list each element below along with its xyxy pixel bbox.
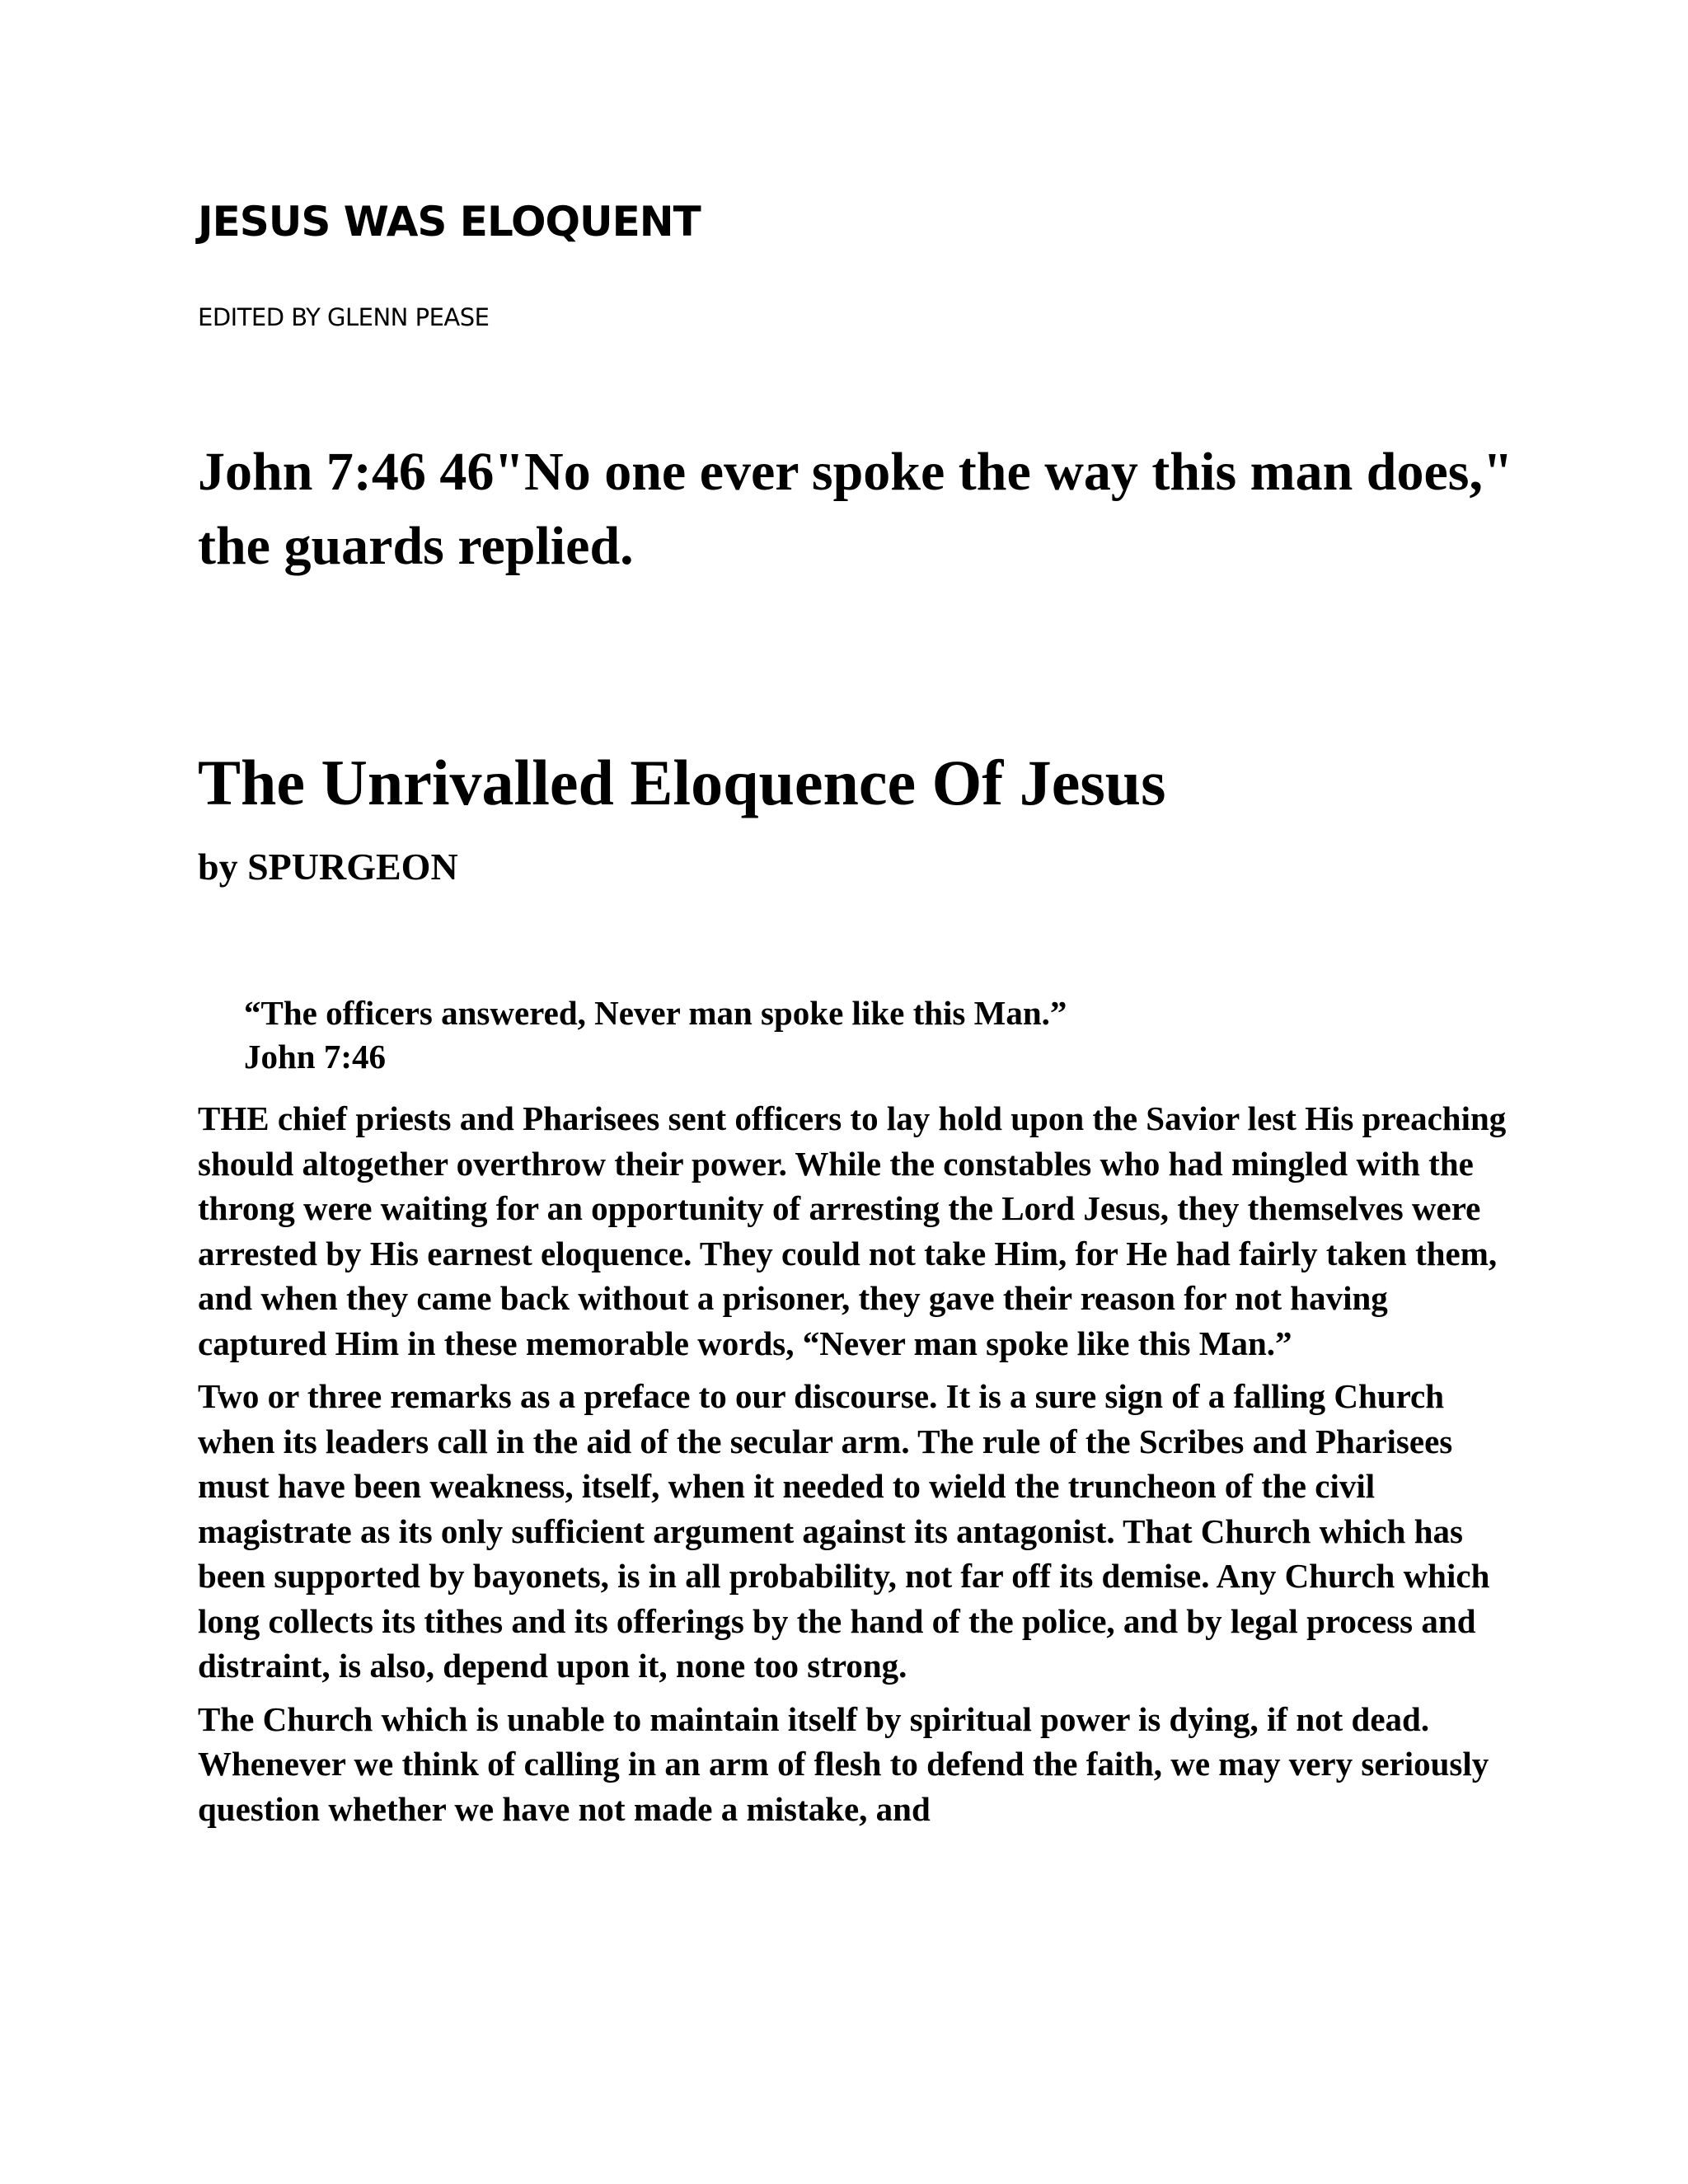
epigraph-reference: John 7:46 bbox=[244, 1038, 387, 1076]
body-paragraph: Two or three remarks as a preface to our discourse. It is a sure sign of a falling Church when its leaders call in the aid of the secular arm. The rule of the Scribes and Pharisees must have been weakness, itself, when it needed to wield the truncheon of the civil magistrate as its only sufficient argument against its antagonist. That Church which has been supported by bayonets, is in all probability, not far off its demise. Any Church which long collects its tithes and its offerings by the hand of the police, and by legal process and distraint, is also, depend upon it, none too strong. bbox=[198, 1377, 1490, 1685]
sermon-title: The Unrivalled Eloquence Of Jesus bbox=[198, 747, 1166, 818]
body-paragraph: The Church which is unable to maintain itself by spiritual power is dying, if not dead. Whenever we think of calling in an arm of flesh to defend the faith, we may very seriously question whether we have not made a mistake, and bbox=[198, 1699, 1489, 1828]
body-paragraph: THE chief priests and Pharisees sent officers to lay hold upon the Savior lest His preaching should altogether overthrow their power. While the constables who had mingled with the throng were waiting for an opportunity of arresting the Lord Jesus, they themselves were arrested by His earnest eloquence. They could not take Him, for He had fairly taken them, and when they came back without a prisoner, they gave their reason for not having captured Him in these memorable words, “Never man spoke like this Man.” bbox=[198, 1099, 1507, 1362]
verse-heading: John 7:46 46"No one ever spoke the way this man does," the guards replied. bbox=[198, 442, 1513, 576]
sermon-author: by SPURGEON bbox=[198, 846, 458, 888]
sermon-body bbox=[198, 1096, 1517, 1840]
document-editor: EDITED BY GLENN PEASE bbox=[198, 303, 490, 331]
document-title: JESUS WAS ELOQUENT bbox=[198, 198, 701, 246]
epigraph-quote: “The officers answered, Never man spoke like this Man.” bbox=[244, 994, 1067, 1032]
